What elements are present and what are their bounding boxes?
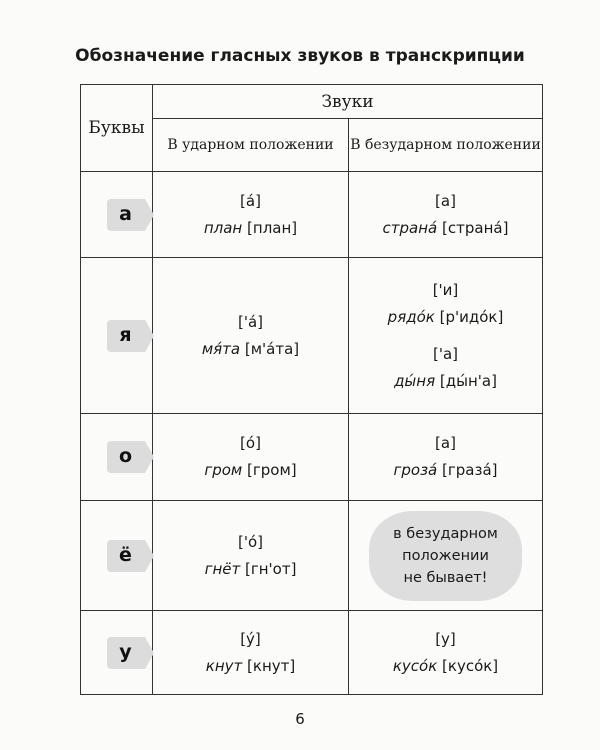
example-word: гром xyxy=(204,461,243,479)
sound: [у́] xyxy=(240,629,261,648)
letter-cell xyxy=(81,501,153,611)
header-sounds: Звуки xyxy=(153,85,543,119)
stressed-cell xyxy=(153,258,349,414)
letter-badge: а xyxy=(107,199,145,231)
example-word: кнут xyxy=(205,656,243,675)
letter-badge: о xyxy=(107,441,145,473)
letter-cell xyxy=(81,172,153,258)
note-line: не бывает! xyxy=(403,569,488,586)
unstressed-cell xyxy=(349,501,543,611)
unstressed-cell xyxy=(349,172,543,258)
sound: [а] xyxy=(435,191,456,210)
transcription: [ды́н'а] xyxy=(439,371,497,390)
table-row xyxy=(81,172,543,258)
page-title: Обозначение гласных звуков в транскрипции xyxy=(75,46,525,66)
transcription: [граза́] xyxy=(442,461,498,479)
letter-badge: я xyxy=(107,320,145,352)
table-row xyxy=(81,611,543,695)
transcription: [р'идо́к] xyxy=(439,307,504,326)
transcription: [кусо́к] xyxy=(442,656,499,675)
header-stressed: В ударном положении xyxy=(153,119,349,172)
note-line: в безударном xyxy=(393,525,498,542)
sound: [у] xyxy=(435,629,456,648)
stressed-cell xyxy=(153,611,349,695)
sound: [о́] xyxy=(240,434,261,452)
sound: [а́] xyxy=(240,191,261,210)
letter-cell xyxy=(81,258,153,414)
example-word: кусо́к xyxy=(392,656,438,675)
transcription: [гром] xyxy=(247,461,297,479)
page-number: 6 xyxy=(295,710,305,728)
sound: [а] xyxy=(435,434,456,452)
table-row xyxy=(81,414,543,501)
example-word: ды́ня xyxy=(394,371,436,390)
transcription: [план] xyxy=(247,218,298,237)
stressed-cell xyxy=(153,414,349,501)
example-word: план xyxy=(203,218,243,237)
transcription: [м'а́та] xyxy=(244,339,300,358)
header-unstressed: В безударном положении xyxy=(349,119,543,172)
letter-cell xyxy=(81,611,153,695)
sound: ['и] xyxy=(432,280,459,299)
note-bubble xyxy=(369,511,522,601)
header-letters: Буквы xyxy=(81,85,153,172)
stressed-cell xyxy=(153,172,349,258)
transcription: [гн'от] xyxy=(245,559,297,578)
transcription: [страна́] xyxy=(442,218,509,237)
example-word: гроза́ xyxy=(393,461,438,479)
sound: ['а] xyxy=(432,344,459,363)
table-row xyxy=(81,501,543,611)
example-word: страна́ xyxy=(382,218,438,237)
vowel-transcription-table xyxy=(80,84,543,695)
example-word: гнёт xyxy=(204,559,241,578)
note-line: положении xyxy=(402,547,489,564)
sound: ['о́] xyxy=(237,532,263,551)
letter-cell xyxy=(81,414,153,501)
letter-badge: у xyxy=(107,637,145,669)
sound: ['а́] xyxy=(237,312,264,331)
stressed-cell xyxy=(153,501,349,611)
example-word: рядо́к xyxy=(387,307,435,326)
table-row xyxy=(81,258,543,414)
letter-badge: ё xyxy=(107,540,145,572)
example-word: мя́та xyxy=(201,339,241,358)
unstressed-cell xyxy=(349,258,543,414)
unstressed-cell xyxy=(349,414,543,501)
transcription: [кнут] xyxy=(247,656,296,675)
unstressed-cell xyxy=(349,611,543,695)
